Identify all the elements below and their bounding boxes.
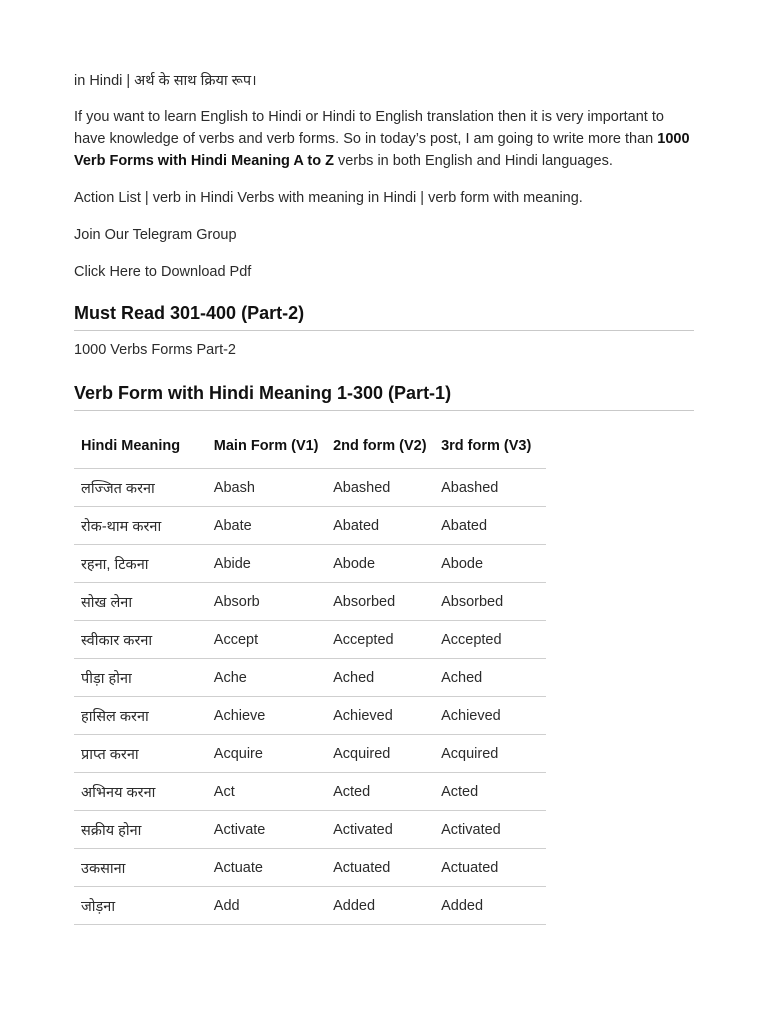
- part2-link[interactable]: 1000 Verbs Forms Part-2: [74, 342, 236, 358]
- cell-v3: Achieved: [434, 697, 546, 735]
- header-main-form: Main Form (V1): [207, 433, 326, 469]
- table-row: [74, 469, 546, 507]
- cell-v2: Abashed: [326, 469, 434, 507]
- cell-v2: Achieved: [326, 697, 434, 735]
- cell-hindi-meaning: रोक-थाम करना: [74, 507, 207, 545]
- cell-v1: Abash: [207, 469, 326, 507]
- cell-v2: Accepted: [326, 621, 434, 659]
- header-hindi-meaning: Hindi Meaning: [74, 433, 207, 469]
- intro-paragraph-text-1: If you want to learn English to Hindi or Hindi to English translation then it is very important to have knowledge of verbs and verb forms. So in today’s post, I am going to write more than: [74, 109, 664, 147]
- cell-v3: Acquired: [434, 735, 546, 773]
- table-row: [74, 697, 546, 735]
- cell-v1: Add: [207, 887, 326, 925]
- cell-hindi-meaning: सोख लेना: [74, 583, 207, 621]
- cell-hindi-meaning: उकसाना: [74, 849, 207, 887]
- cell-hindi-meaning: पीड़ा होना: [74, 659, 207, 697]
- table-header-row: [74, 433, 546, 469]
- intro-paragraph: [74, 106, 694, 172]
- verb-forms-table: [74, 433, 546, 925]
- cell-v2: Actuated: [326, 849, 434, 887]
- table-row: [74, 507, 546, 545]
- cell-hindi-meaning: अभिनय करना: [74, 773, 207, 811]
- cell-v3: Abated: [434, 507, 546, 545]
- cell-v2: Acted: [326, 773, 434, 811]
- cell-v1: Acquire: [207, 735, 326, 773]
- cell-hindi-meaning: रहना, टिकना: [74, 545, 207, 583]
- table-row: [74, 735, 546, 773]
- table-row: [74, 811, 546, 849]
- cell-v1: Absorb: [207, 583, 326, 621]
- cell-hindi-meaning: प्राप्त करना: [74, 735, 207, 773]
- cell-hindi-meaning: सक्रीय होना: [74, 811, 207, 849]
- table-row: [74, 659, 546, 697]
- cell-v1: Abide: [207, 545, 326, 583]
- header-second-form: 2nd form (V2): [326, 433, 434, 469]
- intro-line: in Hindi | अर्थ के साथ क्रिया रूप।: [74, 73, 257, 89]
- cell-v2: Abode: [326, 545, 434, 583]
- cell-v1: Achieve: [207, 697, 326, 735]
- cell-hindi-meaning: स्वीकार करना: [74, 621, 207, 659]
- cell-v1: Accept: [207, 621, 326, 659]
- cell-v2: Acquired: [326, 735, 434, 773]
- action-line: Action List | verb in Hindi Verbs with meaning in Hindi | verb form with meaning.: [74, 190, 583, 206]
- intro-paragraph-bold: 1000 Verb Forms with Hindi Meaning A to Z: [74, 131, 690, 169]
- cell-v1: Act: [207, 773, 326, 811]
- table-row: [74, 621, 546, 659]
- cell-v2: Abated: [326, 507, 434, 545]
- cell-hindi-meaning: जोड़ना: [74, 887, 207, 925]
- cell-v2: Ached: [326, 659, 434, 697]
- cell-v1: Actuate: [207, 849, 326, 887]
- cell-v3: Added: [434, 887, 546, 925]
- cell-v1: Abate: [207, 507, 326, 545]
- intro-paragraph-text-2: verbs in both English and Hindi languages.: [333, 153, 613, 169]
- table-row: [74, 545, 546, 583]
- cell-v2: Added: [326, 887, 434, 925]
- cell-hindi-meaning: लज्जित करना: [74, 469, 207, 507]
- cell-hindi-meaning: हासिल करना: [74, 697, 207, 735]
- cell-v3: Activated: [434, 811, 546, 849]
- must-read-heading: Must Read 301-400 (Part-2): [74, 303, 694, 331]
- cell-v3: Absorbed: [434, 583, 546, 621]
- telegram-link[interactable]: Join Our Telegram Group: [74, 227, 237, 243]
- table-row: [74, 773, 546, 811]
- table-row: [74, 887, 546, 925]
- cell-v3: Accepted: [434, 621, 546, 659]
- cell-v3: Abode: [434, 545, 546, 583]
- cell-v3: Acted: [434, 773, 546, 811]
- verb-table-heading: Verb Form with Hindi Meaning 1-300 (Part-1): [74, 383, 694, 411]
- cell-v3: Abashed: [434, 469, 546, 507]
- table-row: [74, 583, 546, 621]
- cell-v3: Ached: [434, 659, 546, 697]
- header-third-form: 3rd form (V3): [434, 433, 546, 469]
- cell-v1: Ache: [207, 659, 326, 697]
- cell-v2: Absorbed: [326, 583, 434, 621]
- download-pdf-link[interactable]: Click Here to Download Pdf: [74, 264, 252, 280]
- cell-v3: Actuated: [434, 849, 546, 887]
- cell-v1: Activate: [207, 811, 326, 849]
- cell-v2: Activated: [326, 811, 434, 849]
- table-row: [74, 849, 546, 887]
